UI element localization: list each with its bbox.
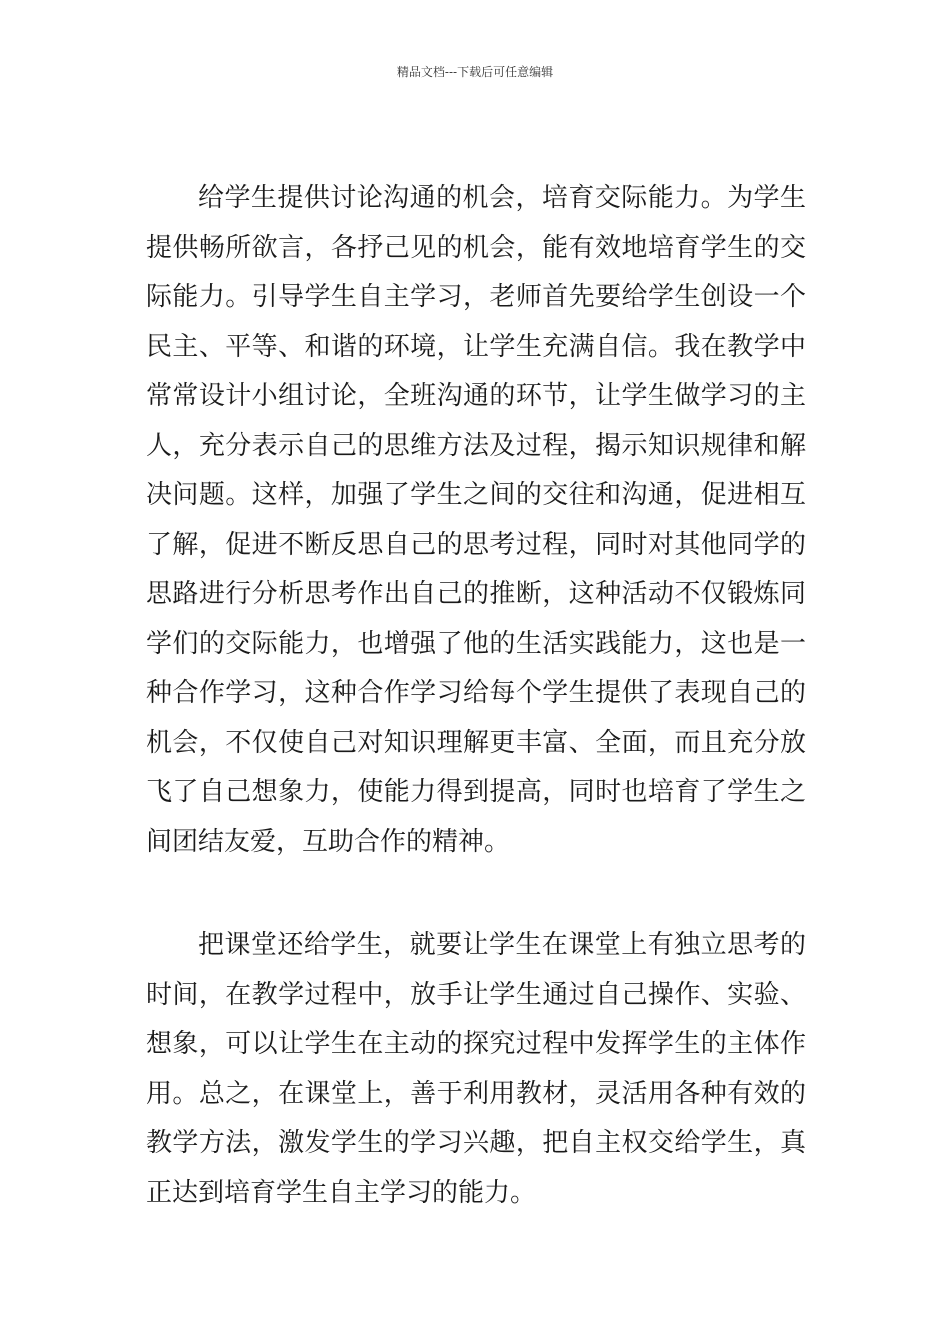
- paragraph-2: 把课堂还给学生，就要让学生在课堂上有独立思考的时间，在教学过程中，放手让学生通过自己操作、实验、想象，可以让学生在主动的探究过程中发挥学生的主体作用。总之，在课堂上，善于利用教材，灵活用各种有效的教学方法，激发学生的学习兴趣，把自主权交给学生，真正达到培育学生自主学习的能力。: [146, 930, 806, 1208]
- page-header: 精品文档---下载后可任意编辑: [396, 65, 554, 79]
- paragraph-1: 给学生提供讨论沟通的机会，培育交际能力。为学生提供畅所欲言，各抒己见的机会，能有效地培育学生的交际能力。引导学生自主学习，老师首先要给学生创设一个民主、平等、和谐的环境，让学生充满自信。我在教学中常常设计小组讨论，全班沟通的环节，让学生做学习的主人，充分表示自己的思维方法及过程，揭示知识规律和解决问题。这样，加强了学生之间的交往和沟通，促进相互了解，促进不断反思自己的思考过程，同时对其他同学的思路进行分析思考作出自己的推断，这种活动不仅锻炼同学们的交际能力，也增强了他的生活实践能力，这也是一种合作学习，这种合作学习给每个学生提供了表现自己的机会，不仅使自己对知识理解更丰富、全面，而且充分放飞了自己想象力，使能力得到提高，同时也培育了学生之间团结友爱，互助合作的精神。: [146, 183, 806, 857]
